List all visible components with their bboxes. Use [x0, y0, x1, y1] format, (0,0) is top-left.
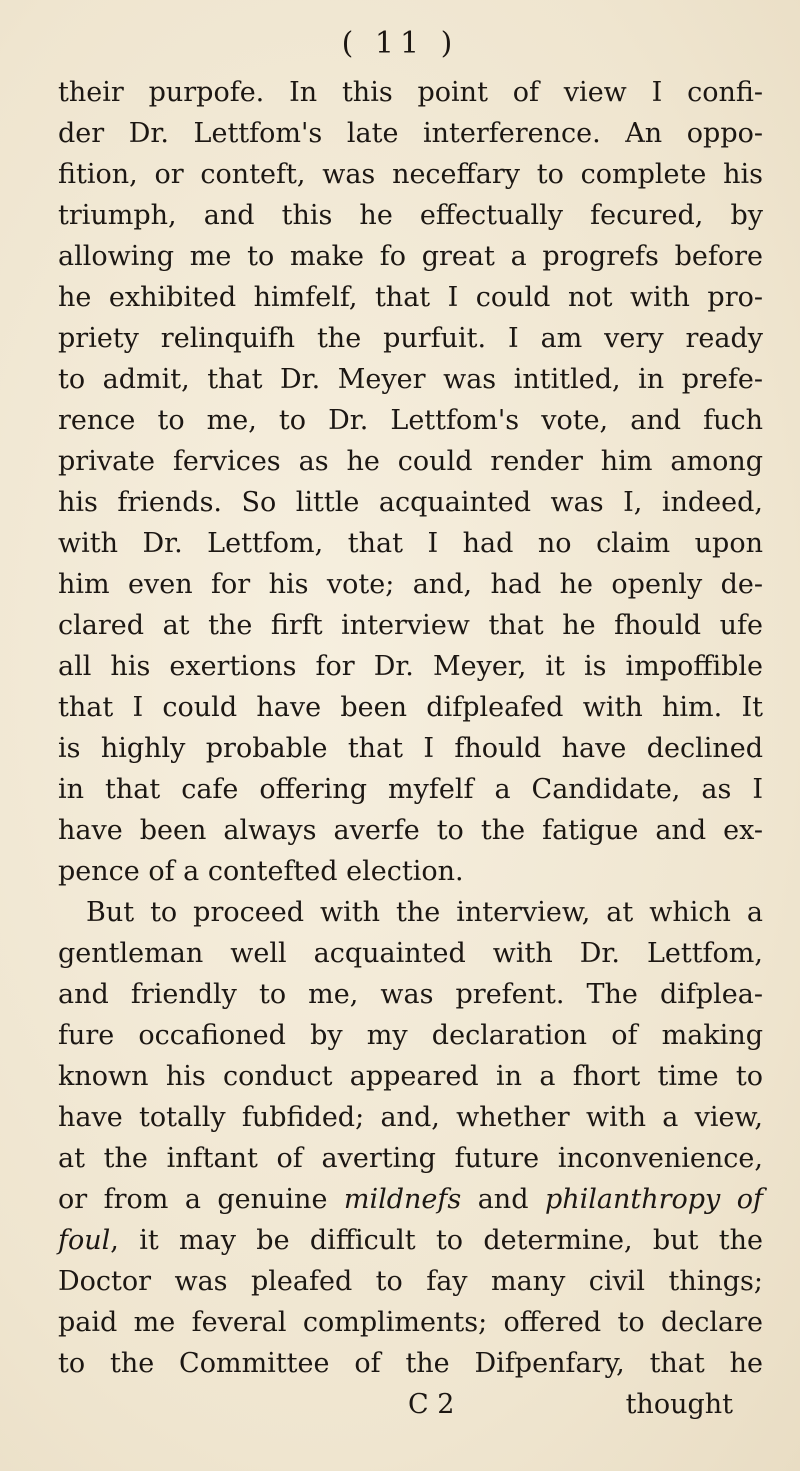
text-line: his friends. So little acquainted was I, indeed, — [58, 487, 763, 518]
text-line: have been always averfe to the fatigue and ex- — [58, 815, 763, 846]
page-footer — [58, 1384, 763, 1425]
text-line: fition, or conteft, was neceffary to complete his — [58, 159, 763, 190]
text-line: allowing me to make fo great a progrefs before — [58, 241, 763, 272]
page-number: ( 11 ) — [341, 26, 459, 61]
text-line: foul, it may be difficult to determine, but the — [58, 1225, 763, 1256]
catchword: thought — [625, 1389, 733, 1420]
text-line: he exhibited himfelf, that I could not with pro- — [58, 282, 763, 313]
body-text — [58, 72, 763, 1425]
text-line: is highly probable that I fhould have declined — [58, 733, 763, 764]
text-line: all his exertions for Dr. Meyer, it is impoffible — [58, 651, 763, 682]
text-line: with Dr. Lettfom, that I had no claim upon — [58, 528, 763, 559]
text-line: gentleman well acquainted with Dr. Lettfom, — [58, 938, 763, 969]
text-line: and friendly to me, was prefent. The difplea- — [58, 979, 763, 1010]
text-line: Doctor was pleafed to fay many civil things; — [58, 1266, 763, 1297]
text-line: paid me feveral compliments; offered to declare — [58, 1307, 763, 1338]
text-line: triumph, and this he effectually fecured, by — [58, 200, 763, 231]
text-line: rence to me, to Dr. Lettfom's vote, and fuch — [58, 405, 763, 436]
text-line: to admit, that Dr. Meyer was intitled, in prefe- — [58, 364, 763, 395]
text-line: der Dr. Lettfom's late interference. An oppo- — [58, 118, 763, 149]
text-line: or from a genuine mildnefs and philanthropy of — [58, 1184, 764, 1215]
text-line: have totally fubfided; and, whether with a view, — [58, 1102, 763, 1133]
text-line: in that cafe offering myfelf a Candidate, as I — [58, 774, 763, 805]
text-line: fure occafioned by my declaration of making — [58, 1020, 763, 1051]
text-line: at the inftant of averting future inconvenience, — [58, 1143, 763, 1174]
text-line: that I could have been difpleafed with him. It — [58, 692, 763, 723]
signature-mark: C 2 — [408, 1389, 455, 1420]
text-line: clared at the firft interview that he fhould ufe — [58, 610, 763, 641]
text-line: to the Committee of the Difpenfary, that he — [58, 1348, 763, 1379]
text-line: pence of a contefted election. — [58, 856, 464, 887]
text-line: priety relinquifh the purfuit. I am very ready — [58, 323, 763, 354]
text-line: private fervices as he could render him among — [58, 446, 763, 477]
text-line: their purpofe. In this point of view I confi- — [58, 77, 763, 108]
text-line: But to proceed with the interview, at which a — [86, 897, 763, 928]
text-line: him even for his vote; and, had he openly de- — [58, 569, 763, 600]
text-line: known his conduct appeared in a fhort time to — [58, 1061, 763, 1092]
